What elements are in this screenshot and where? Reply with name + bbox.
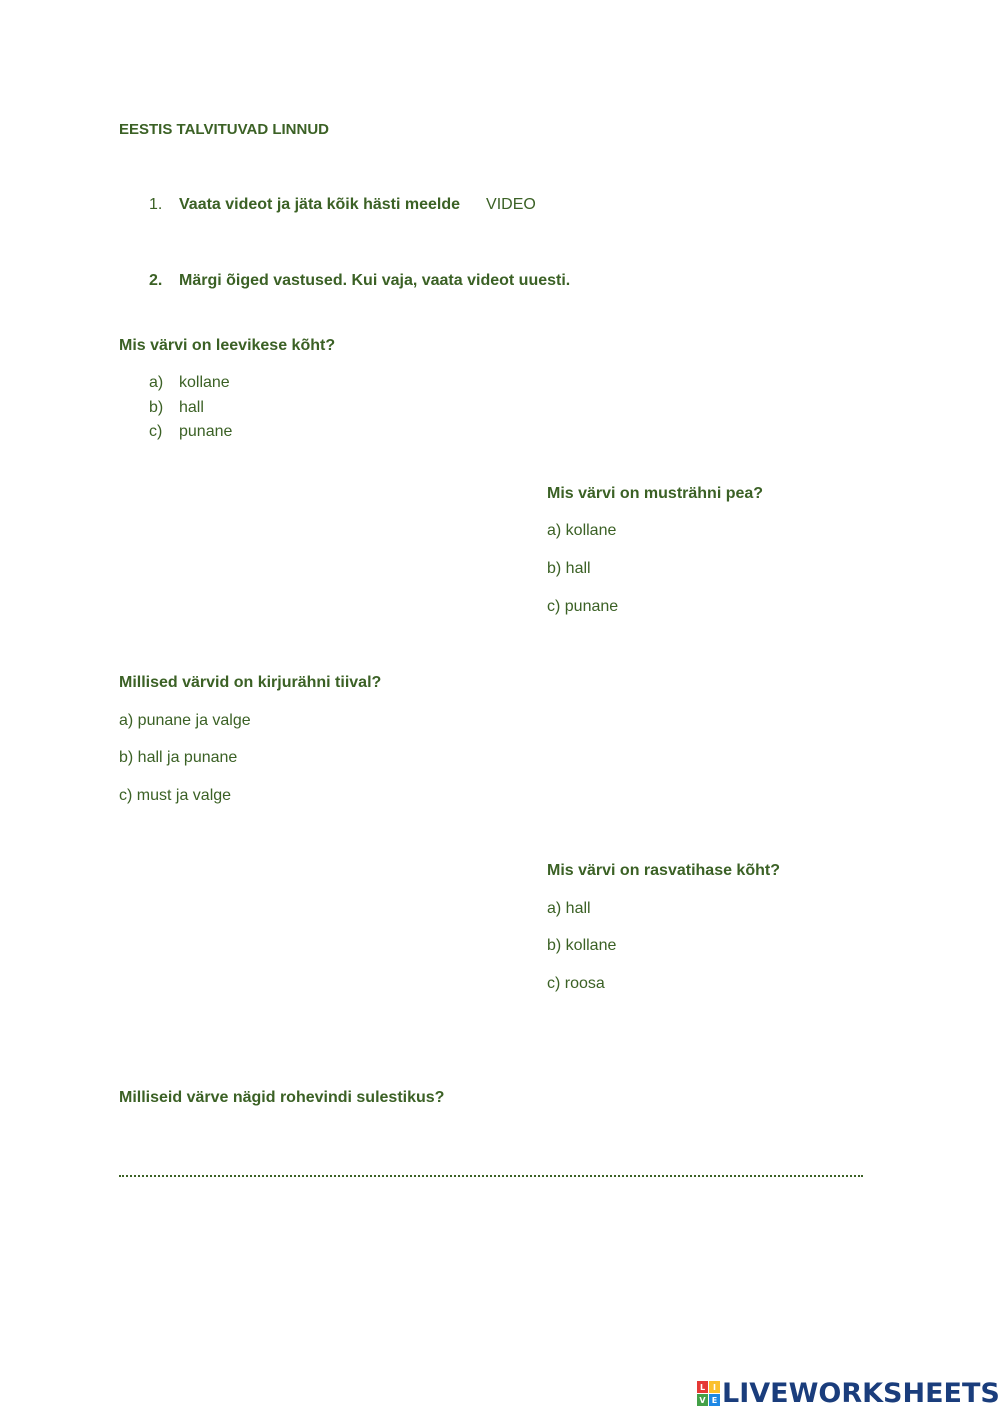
option-text: punane (179, 423, 233, 440)
task-2-number: 2. (149, 272, 163, 289)
task-1-text: Vaata videot ja jäta kõik hästi meelde (179, 196, 461, 213)
logo-mark-icon (697, 1381, 720, 1406)
q3-option-c[interactable]: c) must ja valge (119, 787, 232, 804)
question-5: Milliseid värve nägid rohevindi sulestikus? (119, 1089, 445, 1106)
task-1 (149, 196, 536, 214)
option-letter: c) (149, 423, 163, 440)
liveworksheets-logo (697, 1378, 1000, 1409)
q4-option-b[interactable]: b) kollane (547, 937, 617, 954)
option-c[interactable] (149, 423, 232, 448)
question-2: Mis värvi on musträhni pea? (547, 485, 764, 502)
q3-option-b[interactable]: b) hall ja punane (119, 749, 238, 766)
video-link[interactable]: VIDEO (486, 196, 536, 213)
q4-option-a[interactable]: a) hall (547, 900, 591, 917)
q4-option-c[interactable]: c) roosa (547, 975, 605, 992)
q2-option-b[interactable]: b) hall (547, 560, 591, 577)
q2-option-c[interactable]: c) punane (547, 598, 619, 615)
logo-letter-v: V (697, 1394, 708, 1406)
task-1-number: 1. (149, 196, 163, 213)
question-1: Mis värvi on leevikese kõht? (119, 337, 336, 354)
option-b[interactable] (149, 399, 232, 424)
option-letter: b) (149, 398, 164, 416)
logo-text: LIVEWORKSHEETS (722, 1378, 1000, 1409)
task-2 (149, 272, 570, 290)
logo-letter-i: I (709, 1381, 720, 1393)
question-4: Mis värvi on rasvatihase kõht? (547, 862, 780, 879)
q2-option-a[interactable]: a) kollane (547, 522, 617, 539)
logo-letter-l: L (697, 1381, 708, 1393)
question-1-options (149, 374, 232, 448)
page-title: EESTIS TALVITUVAD LINNUD (119, 121, 329, 138)
logo-letter-e: E (709, 1394, 720, 1406)
option-a[interactable] (149, 374, 232, 399)
option-text: kollane (179, 374, 230, 391)
option-letter: a) (149, 374, 164, 391)
q3-option-a[interactable]: a) punane ja valge (119, 712, 251, 729)
task-2-text: Märgi õiged vastused. Kui vaja, vaata videot uuesti. (179, 272, 571, 289)
answer-line[interactable] (119, 1175, 863, 1177)
option-text: hall (179, 398, 204, 416)
question-3: Millised värvid on kirjurähni tiival? (119, 674, 382, 691)
